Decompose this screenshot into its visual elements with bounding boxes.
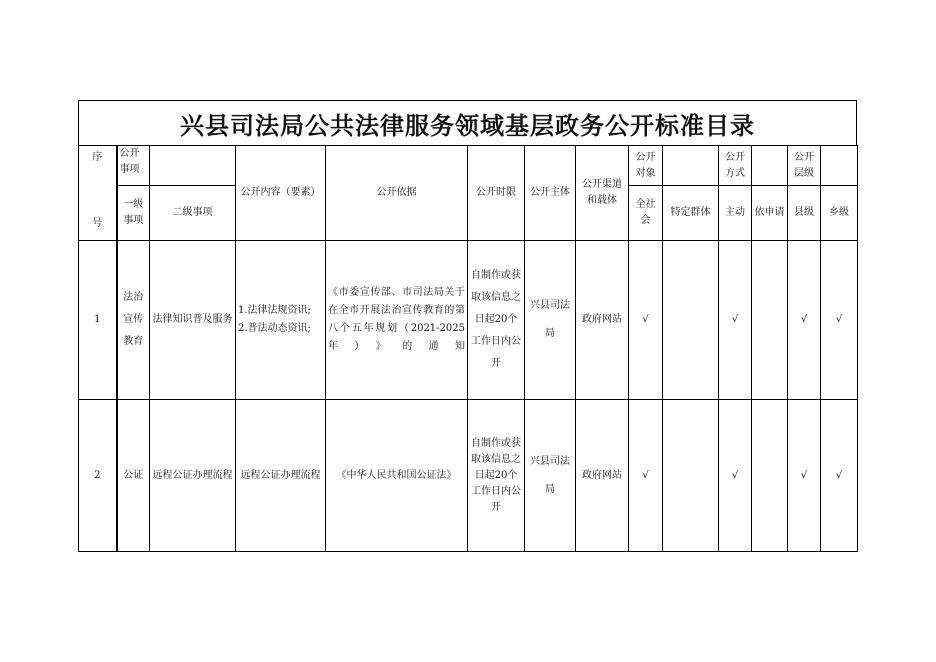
target-header: 公开对象	[629, 146, 663, 186]
row-target-specific	[663, 400, 719, 552]
level1-header: 一级事项	[117, 186, 150, 241]
row-level1: 公证	[117, 400, 150, 552]
basis-header: 公开依据	[326, 146, 468, 241]
method-active-header: 主动	[719, 186, 752, 241]
row-level2: 法律知识普及服务	[150, 241, 236, 400]
time-header: 公开时限	[468, 146, 525, 241]
content-header: 公开内容（要素）	[236, 146, 326, 241]
row-basis: 《中华人民共和国公证法》	[326, 400, 468, 552]
row-level-county: √	[788, 241, 821, 400]
level-header-blank	[821, 146, 858, 186]
row-level1: 法治宣传教育	[117, 241, 150, 400]
subject-header: 公开主体	[525, 146, 576, 241]
method-header-blank	[752, 146, 788, 186]
row-subject: 兴县司法局	[525, 241, 576, 400]
catalog-table	[78, 145, 858, 552]
header-row-1	[79, 146, 858, 186]
row-level-town: √	[821, 400, 858, 552]
row-subject: 兴县司法局	[525, 400, 576, 552]
row-target-specific	[663, 241, 719, 400]
row-seq: 1	[79, 241, 117, 400]
matter-header-blank	[150, 146, 236, 186]
target-header-blank	[663, 146, 719, 186]
row-method-active: √	[719, 241, 752, 400]
row-level2: 远程公证办理流程	[150, 400, 236, 552]
row-method-apply	[752, 241, 788, 400]
method-apply-header: 依申请	[752, 186, 788, 241]
row-target-all: √	[629, 241, 663, 400]
method-header: 公开方式	[719, 146, 752, 186]
row-channel: 政府网站	[576, 400, 629, 552]
row-target-all: √	[629, 400, 663, 552]
row-channel: 政府网站	[576, 241, 629, 400]
row-content	[236, 241, 326, 400]
table-row	[79, 400, 858, 552]
level2-header: 二级事项	[150, 186, 236, 241]
target-all-header: 全社会	[629, 186, 663, 241]
row-method-active: √	[719, 400, 752, 552]
table-row	[79, 241, 858, 400]
content-item: 2.普法动态资讯;	[238, 323, 311, 334]
row-seq: 2	[79, 400, 117, 552]
row-time: 自制作或获取该信息之日起20个工作日内公开	[468, 400, 525, 552]
content-item: 1.法律法规资讯;	[238, 305, 311, 316]
document-sheet	[78, 100, 857, 552]
row-content: 远程公证办理流程	[236, 400, 326, 552]
document-title: 兴县司法局公共法律服务领域基层政务公开标准目录	[78, 100, 857, 145]
matter-header: 公开事项	[117, 146, 150, 186]
row-level-county: √	[788, 400, 821, 552]
level-town-header: 乡级	[821, 186, 858, 241]
seq-header: 序 号	[79, 146, 117, 241]
target-specific-header: 特定群体	[663, 186, 719, 241]
channel-header: 公开渠道和载体	[576, 146, 629, 241]
row-time: 自制作或获取该信息之日起20个工作日内公开	[468, 241, 525, 400]
level-header: 公开层级	[788, 146, 821, 186]
row-method-apply	[752, 400, 788, 552]
row-basis: 《市委宣传部、市司法局关于在全市开展法治宣传教育的第八个五年规划（2021-2025年）》的通知	[326, 241, 468, 400]
level-county-header: 县级	[788, 186, 821, 241]
row-level-town: √	[821, 241, 858, 400]
